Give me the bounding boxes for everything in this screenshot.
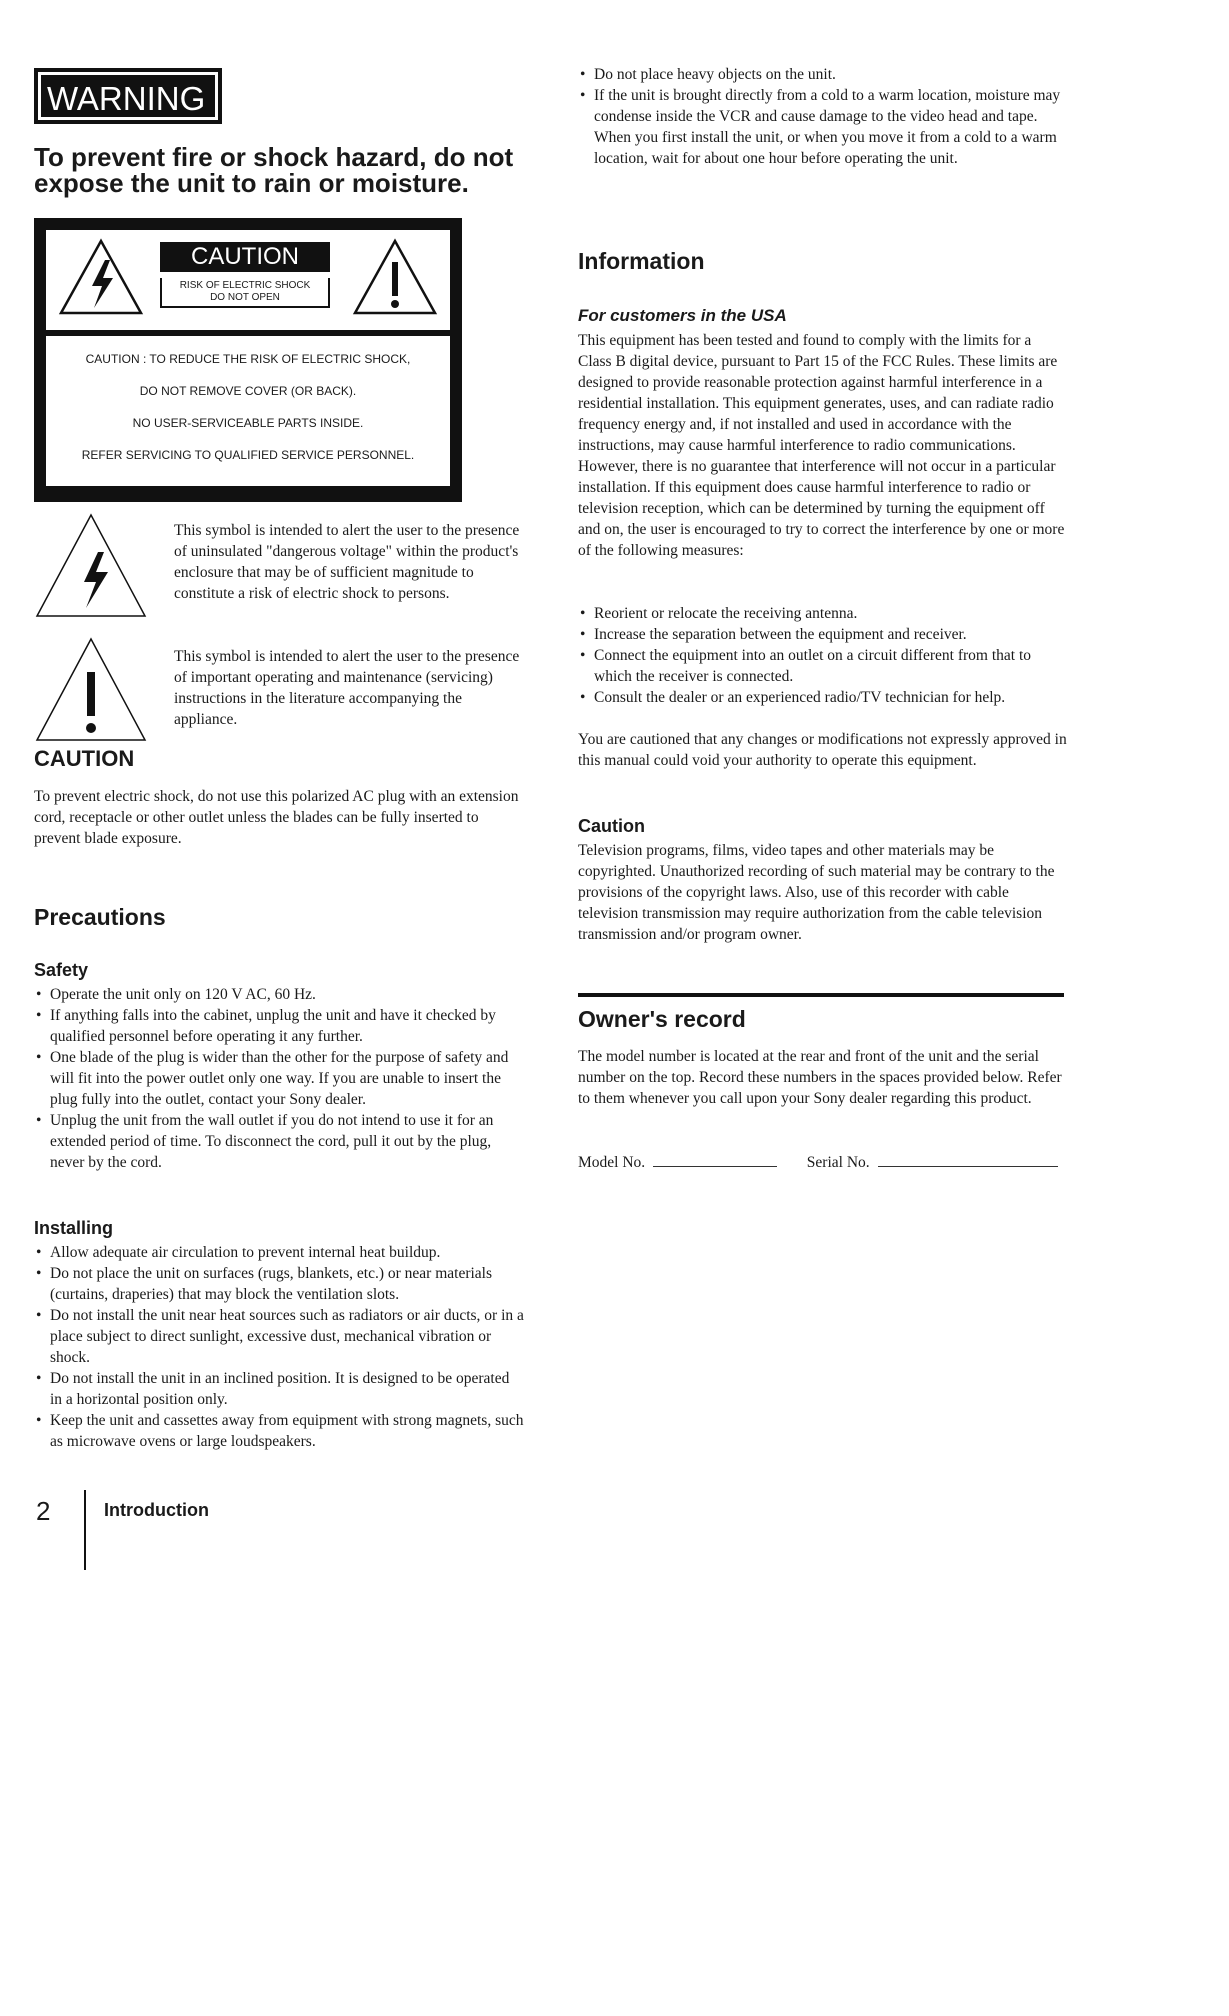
caution-text: To prevent electric shock, do not use this polarized AC plug with an extension cord, receptacle or other outlet unless the blades can be fully inserted to prevent blade exposure. xyxy=(34,788,519,847)
list-item: • Do not install the unit near heat sources such as radiators or air ducts, or in a place subject to direct sunlight, excessive dust, mechanical vibration or shock. xyxy=(34,1305,524,1368)
caution-label: CAUTION xyxy=(160,242,330,272)
serial-number-label: Serial No. xyxy=(806,1154,870,1171)
list-item: • One blade of the plug is wider than the other for the purpose of safety and will fit into the power outlet only one way. If you are unable to insert the plug fully into the outlet, contact your Sony dealer. xyxy=(34,1047,524,1110)
list-item: • Operate the unit only on 120 V AC, 60 Hz. xyxy=(34,984,524,1005)
list-item: • Keep the unit and cassettes away from equipment with strong magnets, such as microwave ovens or large loudspeakers. xyxy=(34,1410,524,1452)
symbol1-description: This symbol is intended to alert the user to the presence of uninsulated "dangerous voltage" within the product's enclosure that may be of sufficient magnitude to constitute a risk of electric shock to persons. xyxy=(174,522,520,602)
list-item: • Unplug the unit from the wall outlet if you do not intend to use it for an extended period of time. To disconnect the cord, pull it out by the plug, never by the cord. xyxy=(34,1110,524,1173)
record-fields xyxy=(578,1152,1068,1173)
information-heading: Information xyxy=(578,248,705,274)
owners-record-heading: Owner's record xyxy=(578,1006,746,1032)
usa-text: This equipment has been tested and found to comply with the limits for a Class B digital device, pursuant to Part 15 of the FCC Rules. These limits are designed to provide reasonable protection against harmful interference in a residential installation. This equipment generates, uses, and can radiate radio frequency energy and, if not installed and used in accordance with the instructions, may cause harmful interference to radio communications. However, there is no guarantee that interference will not occur in a particular installation. If this equipment does cause harmful interference to radio or television reception, which can be determined by turning the equipment off and on, the user is encouraged to try to correct the interference by one or more of the following measures: xyxy=(578,332,1065,559)
do-not-open-text: DO NOT OPEN xyxy=(210,292,280,303)
installing-heading: Installing xyxy=(34,1218,114,1238)
list-item: • If the unit is brought directly from a cold to a warm location, moisture may condense inside the VCR and cause damage to the video head and tape. When you first install the unit, or when you move it from a cold to a warm location, wait for about one hour before operating the unit. xyxy=(578,85,1068,169)
risk-text: RISK OF ELECTRIC SHOCK xyxy=(179,280,311,291)
list-item: • Do not install the unit in an inclined position. It is designed to be operated in a horizontal position only. xyxy=(34,1368,524,1410)
model-number-field[interactable] xyxy=(653,1152,777,1167)
warning-banner: WARNING xyxy=(34,68,222,124)
list-item: • If anything falls into the cabinet, unplug the unit and have it checked by qualified personnel before operating it any further. xyxy=(34,1005,524,1047)
caution-label-sub xyxy=(160,278,330,308)
safety-heading: Safety xyxy=(34,960,89,980)
list-item: • Allow adequate air circulation to prevent internal heat buildup. xyxy=(34,1242,524,1263)
page-number: 2 xyxy=(36,1496,51,1526)
usa-closing: You are cautioned that any changes or modifications not expressly approved in this manual could void your authority to operate this equipment. xyxy=(578,731,1067,769)
copyright-caution-text: Television programs, films, video tapes and other materials may be copyrighted. Unauthorized recording of such material may be contrary to the provisions of the copyright laws. Also, use of this recorder with cable television transmission may require authorization from the cable television transmission and/or program owner. xyxy=(578,842,1055,943)
list-item: • Increase the separation between the equipment and receiver. xyxy=(578,624,1068,645)
symbol2-description: This symbol is intended to alert the user to the presence of important operating and maintenance (servicing) instructions in the literature accompanying the appliance. xyxy=(174,648,520,728)
exclamation-triangle-icon xyxy=(34,636,148,744)
owners-record-text: The model number is located at the rear and front of the unit and the serial number on the top. Record these numbers in the spaces provided below. Refer to them whenever you call upon your Sony dealer regarding this product. xyxy=(578,1048,1062,1107)
precautions-heading: Precautions xyxy=(34,904,166,930)
usa-measures-list xyxy=(578,603,1068,708)
list-item: • Do not place the unit on surfaces (rugs, blankets, etc.) or near materials (curtains, draperies) that may block the ventilation slots. xyxy=(34,1263,524,1305)
list-item: • Reorient or relocate the receiving antenna. xyxy=(578,603,1068,624)
lightning-triangle-icon xyxy=(58,238,144,316)
section-rule xyxy=(578,993,1064,997)
footer-divider xyxy=(84,1490,86,1570)
fire-shock-subhead: To prevent fire or shock hazard, do not expose the unit to rain or moisture. xyxy=(34,142,514,198)
caution-heading: CAUTION xyxy=(34,746,135,771)
copyright-caution-heading: Caution xyxy=(578,816,645,836)
installing-list xyxy=(34,1242,524,1452)
safety-list xyxy=(34,984,524,1173)
panel-line-2: DO NOT REMOVE COVER (OR BACK). xyxy=(139,384,357,398)
usa-heading: For customers in the USA xyxy=(578,306,787,325)
list-item: • Connect the equipment into an outlet on a circuit different from that to which the receiver is connected. xyxy=(578,645,1068,687)
panel-line-3: NO USER-SERVICEABLE PARTS INSIDE. xyxy=(132,416,364,430)
lightning-triangle-icon xyxy=(34,512,148,620)
exclamation-triangle-icon xyxy=(352,238,438,316)
model-number-label: Model No. xyxy=(578,1154,646,1171)
list-item: • Do not place heavy objects on the unit. xyxy=(578,64,1068,85)
list-item: • Consult the dealer or an experienced radio/TV technician for help. xyxy=(578,687,1068,708)
top-list xyxy=(578,64,1068,169)
panel-line-1: CAUTION : TO REDUCE THE RISK OF ELECTRIC SHOCK, xyxy=(85,352,411,366)
panel-line-4: REFER SERVICING TO QUALIFIED SERVICE PERSONNEL. xyxy=(81,448,415,462)
footer-section-title: Introduction xyxy=(104,1500,209,1520)
serial-number-field[interactable] xyxy=(878,1152,1058,1167)
